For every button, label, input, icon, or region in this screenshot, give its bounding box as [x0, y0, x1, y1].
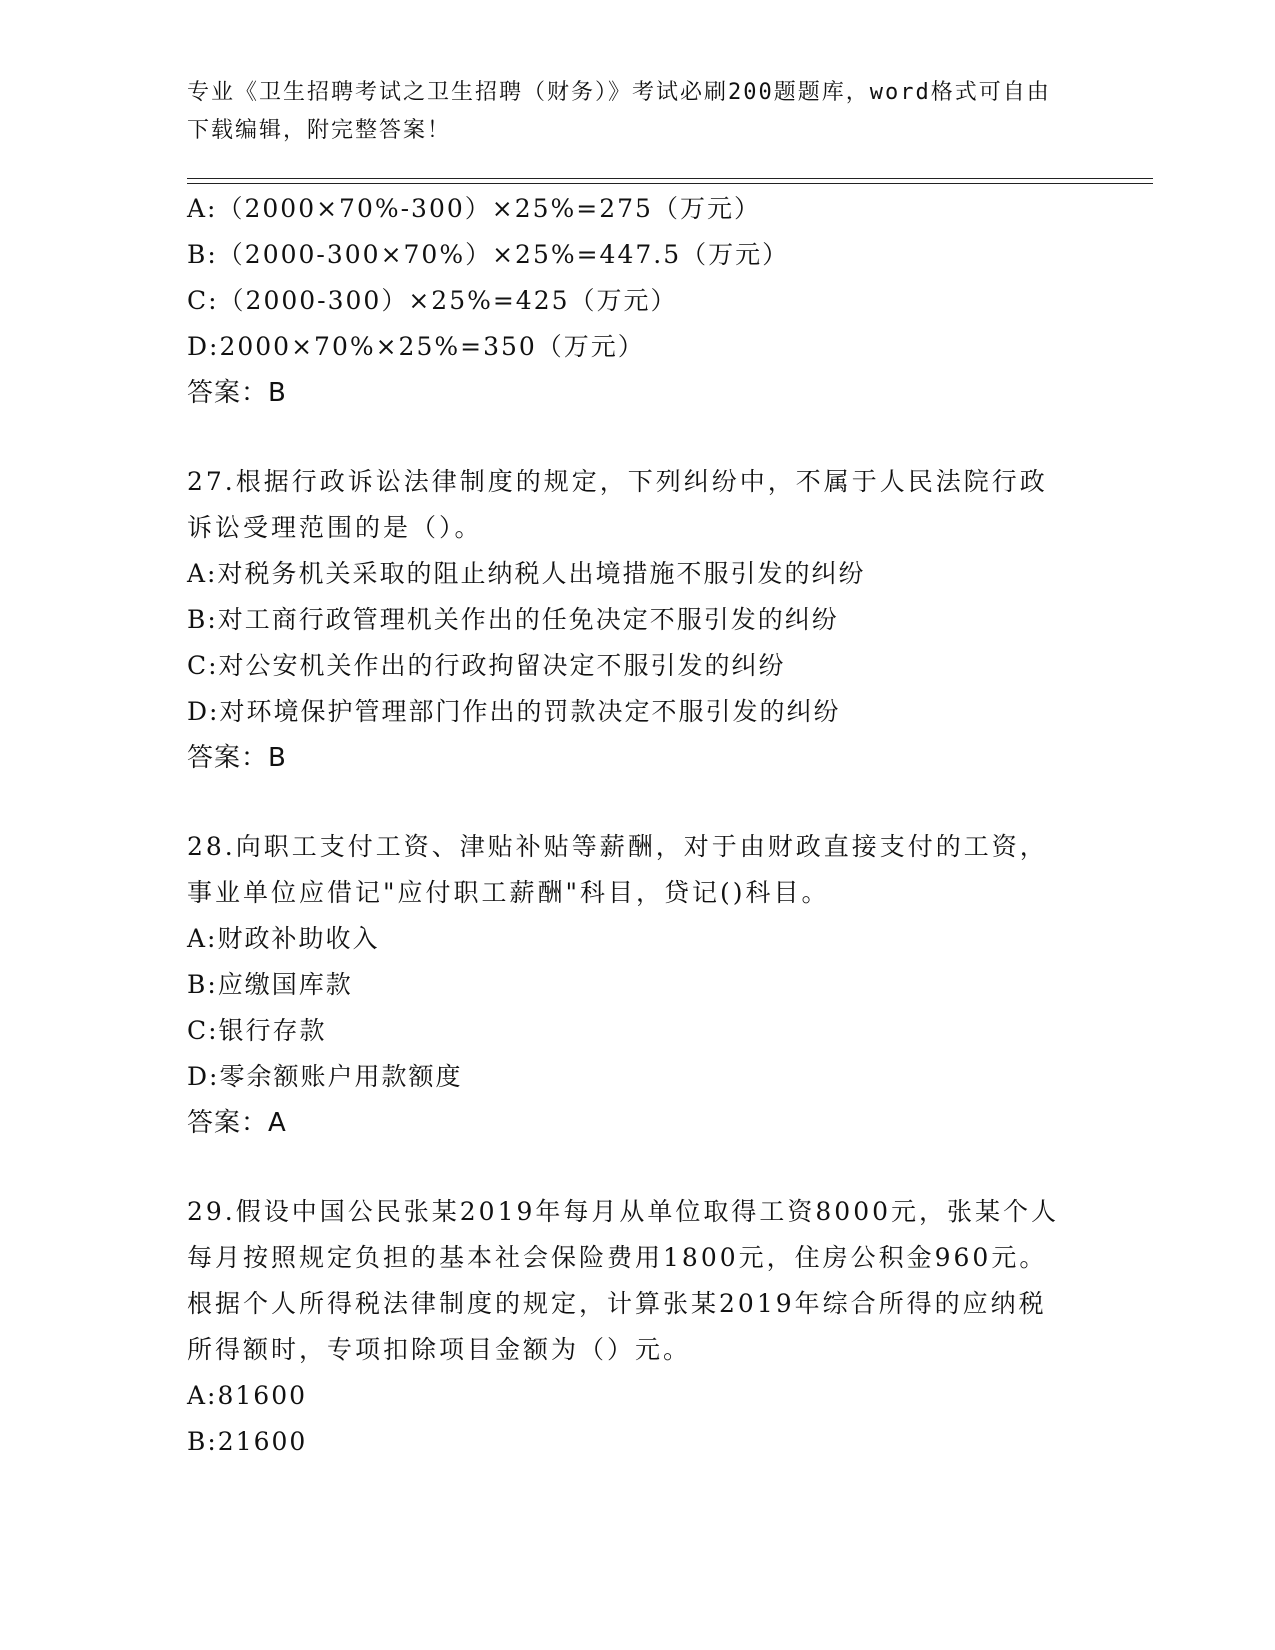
question-block [187, 824, 1087, 1146]
question-text-line: 事业单位应借记"应付职工薪酬"科目，贷记()科目。 [187, 878, 830, 907]
question-text-line: 所得额时，专项扣除项目金额为（）元。 [187, 1335, 692, 1364]
question-text-line: 每月按照规定负担的基本社会保险费用1800元，住房公积金960元。 [187, 1243, 1048, 1272]
answer-line: 答案：B [187, 743, 287, 773]
option-b: B:（2000-300×70%）×25%=447.5（万元） [187, 240, 790, 269]
question-block [187, 1189, 1087, 1465]
option-c: C:银行存款 [187, 1016, 327, 1045]
question-text-line: 27.根据行政诉讼法律制度的规定，下列纠纷中，不属于人民法院行政 [187, 467, 1048, 496]
question-text-line: 诉讼受理范围的是（）。 [187, 513, 483, 542]
option-a: A:81600 [187, 1381, 308, 1410]
question-text-line: 29.假设中国公民张某2019年每月从单位取得工资8000元，张某个人 [187, 1197, 1060, 1226]
option-b: B:应缴国库款 [187, 970, 353, 999]
question-text-line: 根据个人所得税法律制度的规定，计算张某2019年综合所得的应纳税 [187, 1289, 1047, 1318]
header-divider-bottom [187, 183, 1153, 184]
option-d: D:对环境保护管理部门作出的罚款决定不服引发的纠纷 [187, 697, 841, 726]
document-header: 专业《卫生招聘考试之卫生招聘（财务）》考试必刷200题题库，word格式可自由下载编辑，附完整答案！ [187, 80, 1051, 143]
answer-line: 答案：A [187, 1108, 287, 1138]
option-a: A:（2000×70%-300）×25%=275（万元） [187, 194, 761, 223]
question-text-line: 28.向职工支付工资、津贴补贴等薪酬，对于由财政直接支付的工资， [187, 832, 1048, 861]
option-a: A:财政补助收入 [187, 924, 380, 953]
option-b: B:对工商行政管理机关作出的任免决定不服引发的纠纷 [187, 605, 839, 634]
option-c: C:对公安机关作出的行政拘留决定不服引发的纠纷 [187, 651, 786, 680]
question-block [187, 186, 1087, 416]
option-b: B:21600 [187, 1427, 308, 1456]
option-d: D:2000×70%×25%=350（万元） [187, 332, 645, 361]
option-d: D:零余额账户用款额度 [187, 1062, 463, 1091]
answer-line: 答案：B [187, 378, 287, 408]
option-a: A:对税务机关采取的阻止纳税人出境措施不服引发的纠纷 [187, 559, 866, 588]
header-divider-top [187, 178, 1153, 179]
question-block [187, 459, 1087, 781]
question-list [187, 186, 1087, 1465]
option-c: C:（2000-300）×25%=425（万元） [187, 286, 678, 315]
